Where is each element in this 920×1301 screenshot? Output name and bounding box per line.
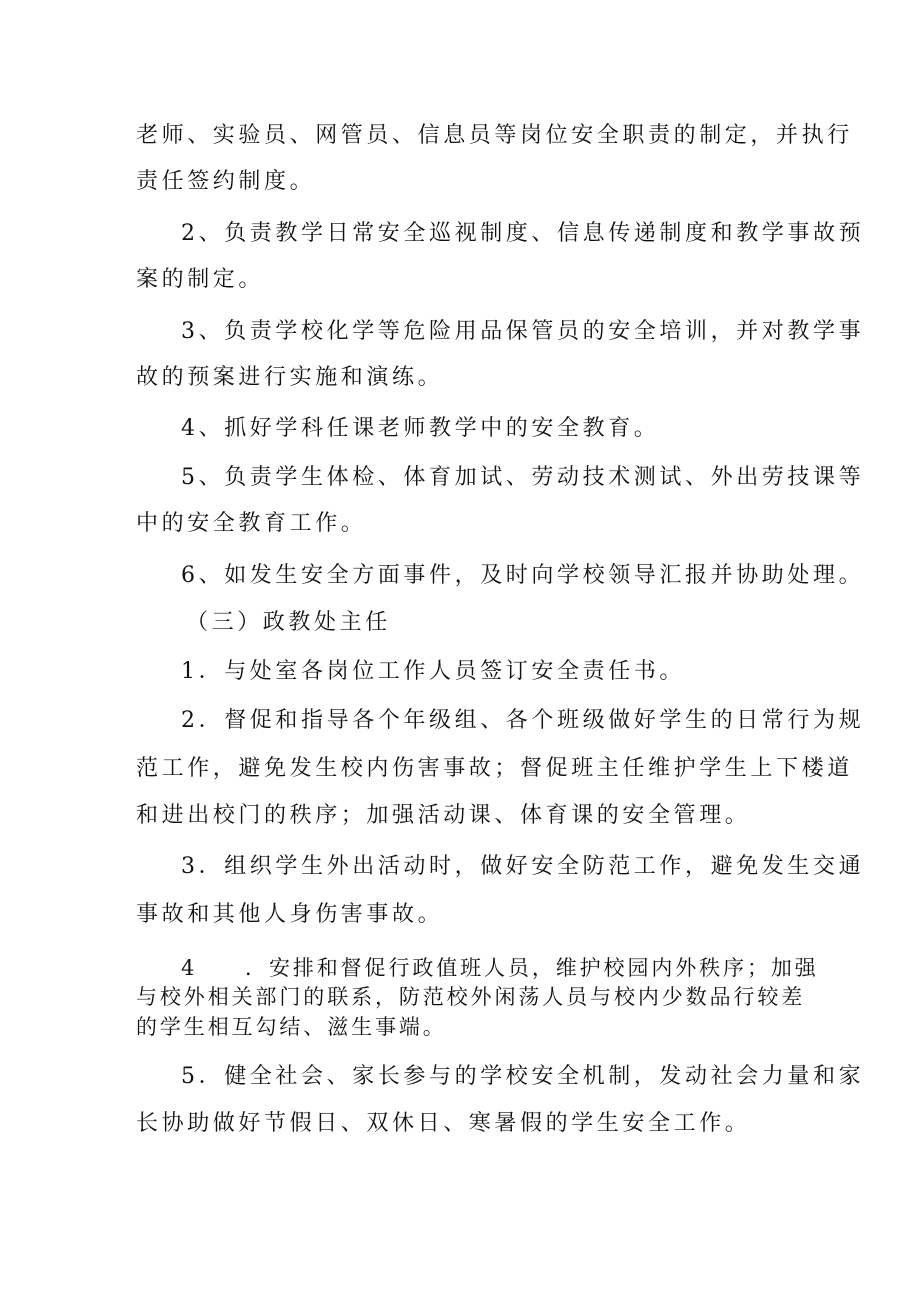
text-line-15: 和进出校门的秩序；加强活动课、体育课的安全管理。 — [136, 803, 751, 828]
text-line-13: 2．督促和指导各个年级组、各个班级做好学生的日常行为规 — [181, 708, 865, 733]
text-line-18: 4 ．安排和督促行政值班人员，维护校园内外秩序；加强 — [181, 956, 819, 980]
text-line-4: 案的制定。 — [136, 267, 265, 292]
text-line-2: 责任签约制度。 — [136, 169, 316, 194]
text-line-17: 事故和其他人身伤害事故。 — [136, 902, 444, 927]
text-line-21: 5．健全社会、家长参与的学校安全机制，发动社会力量和家 — [181, 1064, 865, 1089]
text-line-16: 3．组织学生外出活动时，做好安全防范工作，避免发生交通 — [181, 854, 865, 879]
text-line-7: 4、抓好学科任课老师教学中的安全教育。 — [181, 416, 660, 441]
text-line-12: 1．与处室各岗位工作人员签订安全责任书。 — [181, 659, 685, 684]
section-heading: （三）政教处主任 — [186, 610, 391, 635]
text-line-6: 故的预案进行实施和演练。 — [136, 365, 444, 390]
text-line-20: 的学生相互勾结、滋生事端。 — [136, 1015, 447, 1039]
text-line-14: 范工作，避免发生校内伤害事故；督促班主任维护学生上下楼道 — [136, 756, 853, 781]
text-line-22: 长协助做好节假日、双休日、寒暑假的学生安全工作。 — [136, 1111, 751, 1136]
text-line-5: 3、负责学校化学等危险用品保管员的安全培训，并对教学事 — [181, 319, 865, 344]
text-line-10: 6、如发生安全方面事件，及时向学校领导汇报并协助处理。 — [181, 563, 865, 588]
text-line-19: 与校外相关部门的联系，防范校外闲荡人员与校内少数品行较差 — [136, 985, 806, 1009]
text-line-9: 中的安全教育工作。 — [136, 511, 367, 536]
text-line-3: 2、负责教学日常安全巡视制度、信息传递制度和教学事故预 — [181, 221, 865, 246]
text-line-8: 5、负责学生体检、体育加试、劳动技术测试、外出劳技课等 — [181, 465, 865, 490]
text-line-1: 老师、实验员、网管员、信息员等岗位安全职责的制定，并执行 — [136, 123, 853, 148]
